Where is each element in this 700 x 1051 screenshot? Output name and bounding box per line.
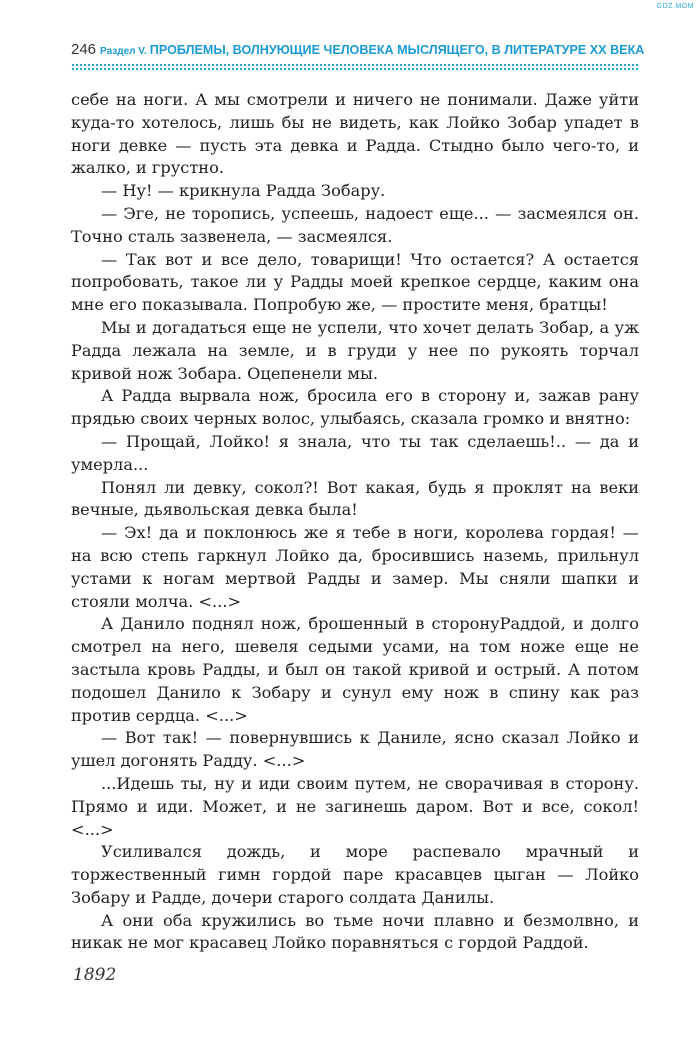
paragraph: — Прощай, Лойко! я знала, что ты так сделаешь!.. — да и умерла... xyxy=(71,431,639,474)
paragraph: себе на ноги. А мы смотрели и ничего не понимали. Даже уйти куда-то хотелось, лишь бы не видеть, как Лойко Зобар упадет в ноги девке — пусть эта девка и Радда. Стыдно было чего-то, и жалко, и грустно. xyxy=(71,90,639,178)
paragraph: — Ну! — крикнула Радда Зобару. xyxy=(101,181,386,201)
paragraph: А Радда вырвала нож, бросила его в сторону и, зажав рану прядью своих черных волос, улыбаясь, сказала громко и внятно: xyxy=(71,386,639,429)
paragraph: Усиливался дождь, и море распевало мрачный и торжественный гимн гордой паре красавцев цыган — Лойко Зобару и Радде, дочери старого солдата Данилы. xyxy=(71,842,639,907)
page-number: 246 xyxy=(71,41,97,58)
body-text xyxy=(71,89,639,955)
watermark: GDZ.MOM xyxy=(656,3,694,10)
paragraph: А они оба кружились во тьме ночи плавно и безмолвно, и никак не мог красавец Лойко поравняться с гордой Раддой. xyxy=(71,910,639,953)
paragraph: Понял ли девку, сокол?! Вот какая, будь я проклят на веки вечные, дьявольская девка была! xyxy=(71,477,639,520)
paragraph: Мы и догадаться еще не успели, что хочет делать Зобар, а уж Радда лежала на земле, и в груди у нее по рукоять торчал кривой нож Зобара. Оцепенели мы. xyxy=(71,317,639,383)
page-header xyxy=(71,41,645,58)
section-label: Раздел V. xyxy=(100,46,147,57)
paragraph: А Данило поднял нож, брошенный в сторонуРаддой, и долго смотрел на него, шевеля седыми усами, на том ноже еще не застыла кровь Радды, и был он такой кривой и острый. А потом подошел Данило к Зобару и сунул ему нож в спину как раз против сердца. <...> xyxy=(71,614,639,725)
paragraph: ...Идешь ты, ну и иди своим путем, не сворачивая в сторону. Прямо и иди. Может, и не загинешь даром. Вот и все, сокол! <...> xyxy=(71,773,639,839)
paragraph: — Вот так! — повернувшись к Даниле, ясно сказал Лойко и ушел догонять Радду. <...> xyxy=(71,728,639,771)
section-title: ПРОБЛЕМЫ, ВОЛНУЮЩИЕ ЧЕЛОВЕКА МЫСЛЯЩЕГО, В ЛИТЕРАТУРЕ XX ВЕКА xyxy=(149,43,645,57)
paragraph: — Так вот и все дело, товарищи! Что остается? А остается попробовать, такое ли у Радды моей крепкое сердце, каким она мне его показывала. Попробую же, — простите меня, братцы! xyxy=(71,249,639,315)
paragraph: — Эх! да и поклонюсь же я тебе в ноги, королева гордая! — на всю степь гаркнул Лойко да, бросившись наземь, прильнул устами к ногам мертвой Радды и замер. Мы сняли шапки и стояли молча. <...> xyxy=(71,523,639,611)
date-signature: 1892 xyxy=(73,965,117,985)
paragraph: — Эге, не торопись, успеешь, надоест еще... — засмеялся он. Точно сталь зазвенела, — засмеялся. xyxy=(71,203,639,246)
header-divider xyxy=(71,63,639,71)
